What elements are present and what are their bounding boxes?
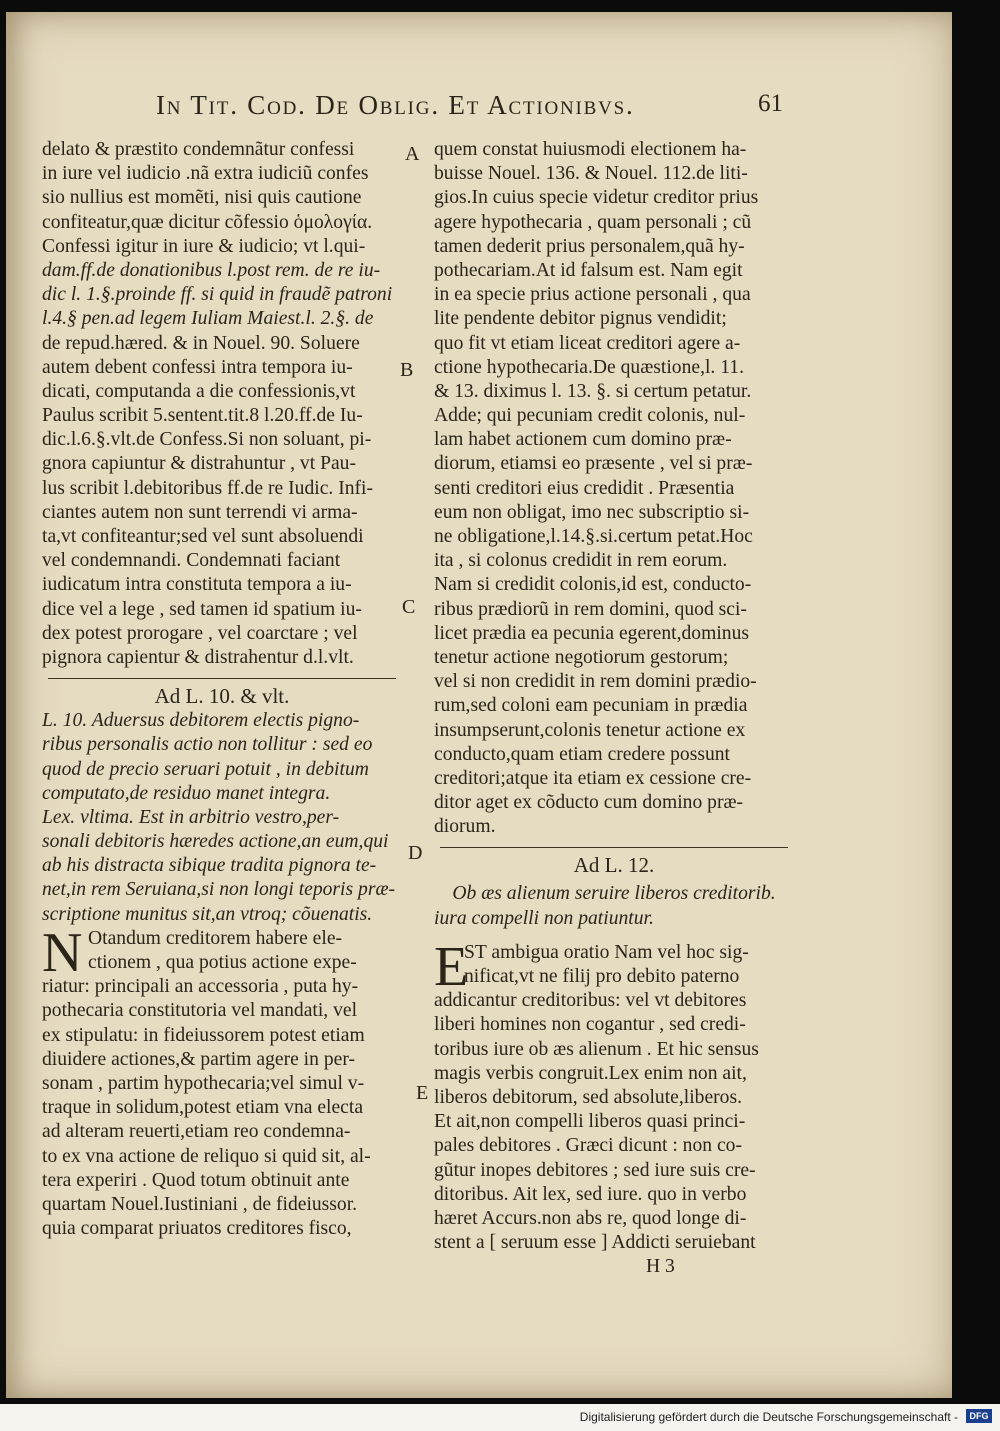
text-line: agere hypothecaria , quam personali ; cũ bbox=[434, 211, 752, 233]
digitization-footer bbox=[0, 1404, 1000, 1431]
left-column bbox=[42, 138, 402, 1241]
text-line: l.4.§ pen.ad legem Iuliam Maiest.l. 2.§. de bbox=[42, 308, 374, 330]
text-line: ciantes autem non sunt terrendi vi arma- bbox=[42, 501, 358, 523]
text-line: dam.ff.de donationibus l.post rem. de re iu- bbox=[42, 259, 381, 281]
text-line: to ex vna actione de reliquo si quid sit, al- bbox=[42, 1145, 371, 1167]
text-line: ad alteram reuerti,etiam reo condemna- bbox=[42, 1121, 351, 1143]
text-line: diorum, etiamsi eo præsente , vel si præ- bbox=[434, 453, 753, 475]
text-line: quia comparat priuatos creditores fisco, bbox=[42, 1218, 352, 1240]
law-line: iura compelli non patiuntur. bbox=[434, 907, 654, 929]
text-line: buisse Nouel. 136. & Nouel. 112.de liti- bbox=[434, 163, 748, 185]
text-line: eum non obligat, imo nec subscriptio si- bbox=[434, 501, 750, 523]
text-line: pothecariam.At id falsum est. Nam egit bbox=[434, 259, 743, 281]
text-line: quem constat huiusmodi electionem ha- bbox=[434, 139, 747, 160]
text-line: licet prædia ea pecunia egerent,dominus bbox=[434, 622, 750, 644]
text-line: dic l. 1.§.proinde ff. si quid in fraudẽ patroni bbox=[42, 284, 393, 306]
margin-marker-c: C bbox=[402, 596, 416, 618]
law-line: scriptione munitus sit,an vtroq; cõuenatis. bbox=[42, 903, 373, 925]
text-line: gnora capiuntur & distrahuntur , vt Pau- bbox=[42, 453, 356, 475]
text-line: quo fit vt etiam liceat creditori agere a- bbox=[434, 332, 741, 354]
text-line: lite pendente debitor pignus vendidit; bbox=[434, 308, 727, 330]
text-line: Nam si credidit colonis,id est, conducto- bbox=[434, 574, 752, 596]
right-column-top-text bbox=[434, 138, 794, 839]
text-line: stent a [ seruum esse ] Addicti seruiebant bbox=[434, 1232, 756, 1254]
commentary-block bbox=[42, 921, 402, 1241]
dfg-logo: DFG bbox=[966, 1409, 992, 1423]
text-line: creditori;atque ita etiam ex cessione cre- bbox=[434, 767, 752, 789]
text-line: toribus iure ob æs alienum . Et hic sensus bbox=[434, 1038, 759, 1060]
margin-marker-a: A bbox=[405, 143, 420, 165]
text-line: dex potest prorogare , vel coarctare ; vel bbox=[42, 622, 358, 644]
text-line: de repud.hæred. & in Nouel. 90. Soluere bbox=[42, 332, 360, 354]
funding-credit: Digitalisierung gefördert durch die Deutsche Forschungsgemeinschaft - bbox=[579, 1410, 958, 1424]
commentary-block bbox=[434, 935, 794, 1255]
text-line: dice vel a lege , sed tamen id spatium iu- bbox=[42, 598, 362, 620]
text-line: ribus prædiorũ in rem domini, quod sci- bbox=[434, 598, 747, 620]
text-line: ctionem , qua potius actione expe- bbox=[88, 952, 357, 973]
text-line: insumpserunt,colonis tenetur actione ex bbox=[434, 719, 746, 741]
drop-cap: N bbox=[42, 921, 83, 984]
text-line: vel si non credidit in rem domini prædio- bbox=[434, 671, 757, 693]
text-line: Paulus scribit 5.sentent.tit.8 l.20.ff.de Iu- bbox=[42, 405, 363, 427]
drop-cap: E bbox=[434, 935, 469, 998]
law-line: sonali debitoris hæredes actione,an eum,qui bbox=[42, 831, 389, 853]
text-line: gũtur inopes debitores ; sed iure suis cre- bbox=[434, 1159, 756, 1181]
law-line: ribus personalis actio non tollitur : sed eo bbox=[42, 734, 373, 756]
law-line: net,in rem Seruiana,si non longi teporis præ- bbox=[42, 879, 396, 901]
text-line: Adde; qui pecuniam credit colonis, nul- bbox=[434, 405, 746, 427]
signature-mark: H 3 bbox=[646, 1256, 675, 1278]
text-line: dicati, computanda a die confessionis,vt bbox=[42, 380, 356, 402]
text-line: pothecaria constitutoria vel mandati, vel bbox=[42, 1000, 358, 1022]
text-line: ST ambigua oratio Nam vel hoc sig- bbox=[464, 941, 749, 963]
text-line: magis verbis congruit.Lex enim non ait, bbox=[434, 1062, 747, 1084]
text-line: ditor aget ex cõducto cum domino præ- bbox=[434, 792, 744, 814]
text-line: & 13. diximus l. 13. §. si certum petatur. bbox=[434, 380, 752, 402]
text-line: conducto,quam etiam credere possunt bbox=[434, 743, 730, 765]
margin-marker-b: B bbox=[400, 359, 414, 381]
text-line: Otandum creditorem habere ele- bbox=[88, 927, 343, 949]
text-line: liberos debitorum, sed absolute,liberos. bbox=[434, 1086, 742, 1108]
text-line: diuidere actiones,& partim agere in per- bbox=[42, 1048, 355, 1070]
text-line: addicantur creditoribus: vel vt debitores bbox=[434, 990, 747, 1012]
law-text bbox=[42, 709, 402, 927]
text-line: Et ait,non compelli liberos quasi princi- bbox=[434, 1111, 746, 1133]
text-line: confiteatur,quæ dicitur cõfessio ὁμολογία. bbox=[42, 211, 373, 233]
text-line: pignora capientur & distrahentur d.l.vlt. bbox=[42, 646, 354, 668]
text-line: in iure vel iudicio .nã extra iudiciũ confes bbox=[42, 163, 369, 185]
law-line: L. 10. Aduersus debitorem electis pigno- bbox=[42, 710, 360, 732]
text-line: delato & præstito condemnãtur confessi bbox=[42, 139, 355, 160]
text-line: hæret Accurs.non abs re, quod longe di- bbox=[434, 1207, 747, 1229]
text-line: ditoribus. Ait lex, sed iure. quo in verbo bbox=[434, 1183, 747, 1205]
margin-marker-e: E bbox=[416, 1082, 429, 1104]
text-line: gios.In cuius specie videtur creditor prius bbox=[434, 187, 759, 209]
text-line: tenetur actione negotiorum gestorum; bbox=[434, 646, 729, 668]
text-line: ctione hypothecaria.De quæstione,l. 11. bbox=[434, 356, 744, 378]
text-line: in ea specie prius actione personali , qua bbox=[434, 284, 751, 306]
text-line: riatur: principali an accessoria , puta hy- bbox=[42, 976, 359, 998]
right-column bbox=[434, 138, 794, 1279]
margin-marker-d: D bbox=[408, 842, 423, 864]
text-line: sio nullius est momẽti, nisi quis cautione bbox=[42, 187, 362, 209]
left-column-top-text bbox=[42, 138, 402, 670]
text-line: senti creditori eius credidit . Præsentia bbox=[434, 477, 735, 499]
section-divider bbox=[440, 847, 788, 848]
text-line: diorum. bbox=[434, 816, 496, 838]
text-line: Confessi igitur in iure & iudicio; vt l.qui- bbox=[42, 235, 366, 257]
text-line: ex stipulatu: in fideiussorem potest etiam bbox=[42, 1024, 365, 1046]
law-line: Ob æs alienum seruire liberos creditorib. bbox=[452, 883, 776, 905]
text-line: iudicatum intra constituta tempora a iu- bbox=[42, 574, 352, 596]
text-line: tera experiri . Quod totum obtinuit ante bbox=[42, 1169, 350, 1191]
text-line: lus scribit l.debitoribus ff.de re Iudic. Infi- bbox=[42, 477, 374, 499]
text-line: ne obligatione,l.14.§.si.certum petat.Hoc bbox=[434, 526, 753, 547]
text-line: autem debent confessi intra tempora iu- bbox=[42, 356, 353, 378]
text-line: liberi homines non cogantur , sed credi- bbox=[434, 1014, 746, 1036]
law-line: quod de precio seruari potuit , in debitum bbox=[42, 758, 369, 780]
text-line: pales debitores . Græci dicunt : non co- bbox=[434, 1135, 742, 1157]
text-line: ita , si colonus credidit in rem eorum. bbox=[434, 550, 728, 572]
section-heading: Ad L. 12. bbox=[573, 853, 655, 878]
text-line: ta,vt confiteantur;sed vel sunt absoluendi bbox=[42, 526, 364, 547]
page-number: 61 bbox=[758, 90, 783, 117]
text-line: quartam Nouel.Iustiniani , de fideiussor. bbox=[42, 1193, 358, 1215]
text-line: sonam , partim hypothecaria;vel simul v- bbox=[42, 1072, 365, 1094]
law-text bbox=[434, 882, 794, 930]
text-line: rum,sed coloni eam pecuniam in prædia bbox=[434, 695, 748, 717]
section-heading: Ad L. 10. & vlt. bbox=[154, 684, 290, 709]
law-line: ab his distracta sibique tradita pignora te- bbox=[42, 855, 377, 877]
page-header bbox=[6, 90, 952, 130]
section-divider bbox=[48, 678, 396, 679]
text-line: lam habet actionem cum domino præ- bbox=[434, 429, 732, 451]
law-line: Lex. vltima. Est in arbitrio vestro,per- bbox=[42, 806, 340, 828]
law-line: computato,de residuo manet integra. bbox=[42, 782, 331, 804]
text-line: traque in solidum,potest etiam vna electa bbox=[42, 1097, 364, 1119]
book-page bbox=[6, 12, 952, 1398]
text-line: tamen dederit prius personalem,quã hy- bbox=[434, 235, 745, 257]
text-line: nificat,vt ne filij pro debito paterno bbox=[464, 966, 740, 987]
text-line: vel condemnandi. Condemnati faciant bbox=[42, 550, 341, 572]
running-title: In Tit. Cod. De Oblig. Et Actionibvs. bbox=[156, 90, 635, 120]
text-line: dic.l.6.§.vlt.de Confess.Si non soluant, pi- bbox=[42, 429, 372, 451]
